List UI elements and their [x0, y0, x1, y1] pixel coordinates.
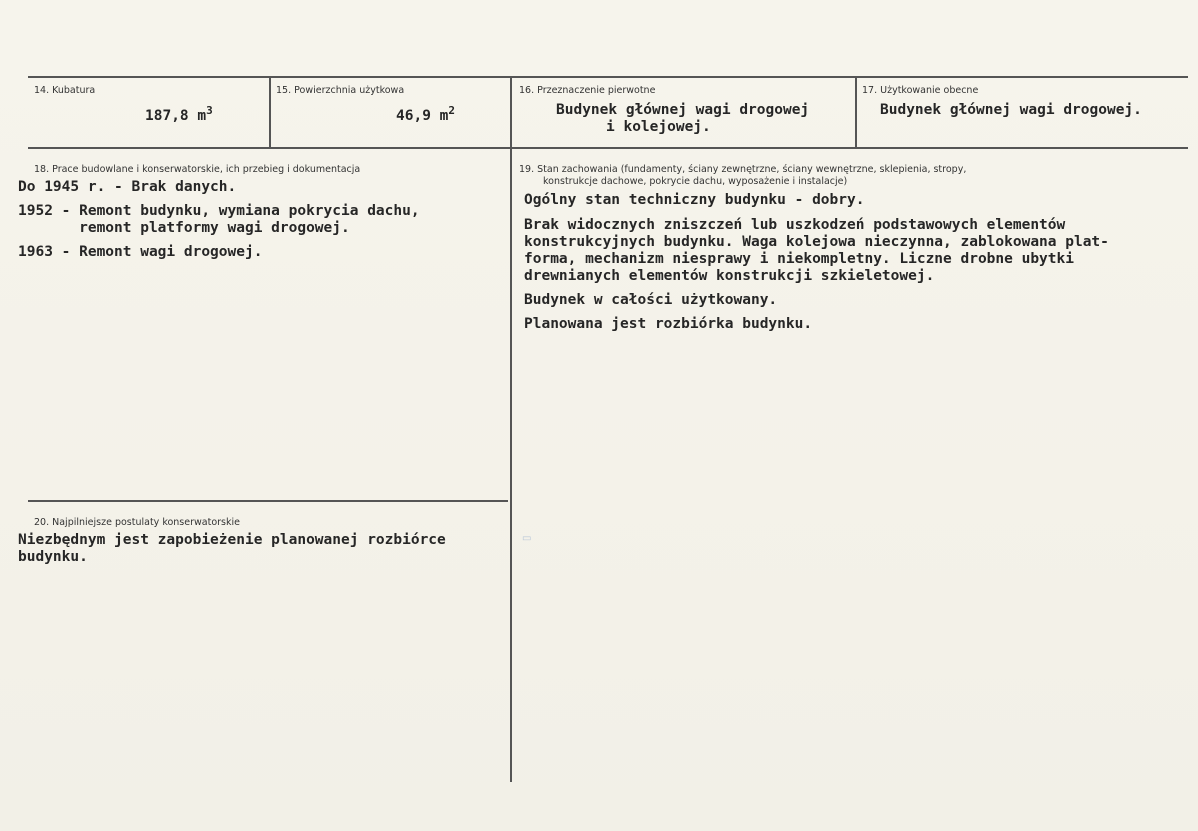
field-19-line-5: drewnianych elementów konstrukcji szkieletowej.	[524, 268, 935, 284]
section-20-rule	[28, 500, 508, 502]
field-15-value	[396, 102, 455, 125]
field-17-value: Budynek głównej wagi drogowej.	[880, 102, 1142, 118]
field-18-line-3: remont platformy wagi drogowej.	[18, 220, 350, 236]
field-18-line-1: Do 1945 r. - Brak danych.	[18, 179, 237, 195]
field-15-label: 15. Powierzchnia użytkowa	[276, 85, 405, 96]
field-19-line-6: Budynek w całości użytkowany.	[524, 292, 778, 308]
top-rule	[28, 76, 1188, 78]
field-14-label: 14. Kubatura	[34, 85, 96, 96]
volume-value: 187,8 m	[145, 107, 207, 124]
col-divider-1	[269, 76, 271, 148]
field-17-label: 17. Użytkowanie obecne	[862, 85, 979, 96]
field-14-value	[145, 102, 213, 125]
field-19-line-3: konstrukcyjnych budynku. Waga kolejowa nieczynna, zablokowana plat-	[524, 234, 1109, 250]
field-19-label-line-1: 19. Stan zachowania (fundamenty, ściany zewnętrzne, ściany wewnętrzne, sklepienia, stropy,	[519, 164, 967, 175]
field-19-line-7: Planowana jest rozbiórka budynku.	[524, 316, 813, 332]
area-value: 46,9 m	[396, 107, 449, 124]
faint-stamp-mark: ▭	[522, 533, 532, 544]
field-20-line-2: budynku.	[18, 549, 88, 565]
field-18-label: 18. Prace budowlane i konserwatorskie, ich przebieg i dokumentacja	[34, 164, 361, 175]
field-19-line-2: Brak widocznych zniszczeń lub uszkodzeń podstawowych elementów	[524, 217, 1066, 233]
field-19-label-line-2: konstrukcje dachowe, pokrycie dachu, wyposażenie i instalacje)	[543, 176, 848, 187]
field-16-line-1: Budynek głównej wagi drogowej	[556, 102, 810, 118]
field-20-label: 20. Najpilniejsze postulaty konserwatorskie	[34, 517, 240, 528]
field-16-line-2: i kolejowej.	[606, 119, 711, 135]
row-rule	[28, 147, 1188, 149]
field-18-line-4: 1963 - Remont wagi drogowej.	[18, 244, 263, 260]
field-20-line-1: Niezbędnym jest zapobieżenie planowanej rozbiórce	[18, 532, 446, 548]
area-unit-exponent: 2	[448, 104, 456, 117]
col-divider-2	[510, 76, 512, 782]
field-19-line-4: forma, mechanizm niesprawy i niekompletny. Liczne drobne ubytki	[524, 251, 1074, 267]
field-18-line-2: 1952 - Remont budynku, wymiana pokrycia dachu,	[18, 203, 420, 219]
field-19-line-1: Ogólny stan techniczny budynku - dobry.	[524, 192, 865, 208]
field-16-label: 16. Przeznaczenie pierwotne	[519, 85, 656, 96]
col-divider-3	[855, 76, 857, 148]
volume-unit-exponent: 3	[206, 104, 213, 117]
